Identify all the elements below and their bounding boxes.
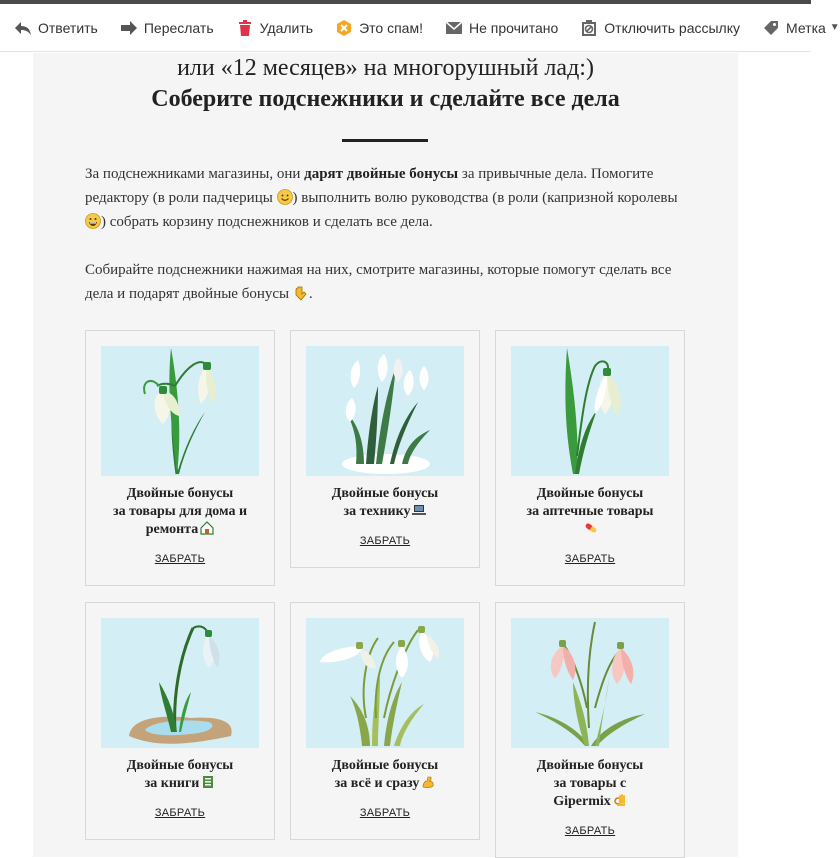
bonus-card-everything[interactable]	[290, 602, 480, 840]
spam-button[interactable]	[335, 19, 423, 37]
card-title	[502, 757, 678, 811]
delete-button[interactable]	[236, 19, 313, 37]
card-title-line1: Двойные бонусы	[331, 758, 439, 773]
pill-icon	[584, 521, 598, 535]
unsubscribe-icon	[580, 19, 598, 37]
card-title-line1: Двойные бонусы	[536, 758, 644, 773]
card-title	[92, 757, 268, 793]
card-title-line1: Двойные бонусы	[331, 486, 439, 501]
intro-text-b: за привычные дела. Помогите редактору (в роли падчерицы	[85, 166, 654, 206]
card-title-line2: за товары с	[553, 776, 627, 791]
reply-button[interactable]	[14, 19, 98, 37]
spam-label: Это спам!	[359, 19, 423, 36]
point-down-emoji-icon	[293, 285, 309, 301]
card-title	[502, 485, 678, 539]
claim-link[interactable]: ЗАБРАТЬ	[154, 807, 206, 819]
card-title	[92, 485, 268, 539]
intro-text-a: За подснежниками магазины, они	[85, 166, 305, 182]
claim-link[interactable]: ЗАБРАТЬ	[564, 825, 616, 837]
claim-link[interactable]: ЗАБРАТЬ	[154, 553, 206, 565]
card-title-line2: за аптечные товары	[526, 504, 654, 519]
intro-paragraph	[85, 162, 685, 234]
card-title-line2: за всё и сразу	[334, 776, 420, 791]
envelope-icon	[445, 19, 463, 37]
label-label: Метка	[786, 19, 826, 36]
card-title-line1: Двойные бонусы	[126, 758, 234, 773]
card-title	[297, 757, 473, 793]
unsubscribe-label: Отключить рассылку	[604, 19, 741, 36]
mail-toolbar	[0, 4, 840, 52]
snowdrop-image[interactable]	[101, 618, 259, 748]
bonus-card-gipermix[interactable]	[495, 602, 685, 858]
bonus-card-home[interactable]	[85, 330, 275, 586]
intro-text-c: ) выполнить волю руководства (в роли (капризной королевы	[292, 190, 678, 206]
card-title-line2: за товары для дома и	[112, 504, 248, 519]
card-title-line3: ремонта	[145, 522, 199, 537]
house-icon	[200, 521, 214, 535]
reply-label: Ответить	[38, 19, 98, 36]
email-heading-line2: Соберите подснежники и сделайте все дела	[151, 86, 620, 112]
bonus-card-pharmacy[interactable]	[495, 330, 685, 586]
snowdrop-image[interactable]	[101, 346, 259, 476]
email-heading-line1: или «12 месяцев» на многорушный лад:)	[177, 55, 594, 81]
claim-link[interactable]: ЗАБРАТЬ	[359, 807, 411, 819]
card-title-line1: Двойные бонусы	[536, 486, 644, 501]
forward-label: Переслать	[143, 19, 214, 36]
smile-emoji-icon	[277, 189, 293, 205]
email-body	[33, 53, 738, 857]
snowdrop-image[interactable]	[306, 346, 464, 476]
bonus-card-tech[interactable]	[290, 330, 480, 568]
card-title-line3: Gipermix	[553, 794, 611, 809]
snowdrop-image[interactable]	[306, 618, 464, 748]
grin-emoji-icon	[85, 213, 101, 229]
snowdrop-image[interactable]	[511, 618, 669, 748]
claim-link[interactable]: ЗАБРАТЬ	[564, 553, 616, 565]
unread-label: Не прочитано	[468, 19, 559, 36]
instruction-paragraph	[85, 258, 685, 306]
tag-icon	[762, 19, 780, 37]
reply-icon	[14, 19, 32, 37]
forward-button[interactable]	[120, 19, 214, 37]
chevron-down-icon: ▼	[829, 22, 840, 33]
card-title-line2: за книги	[144, 776, 200, 791]
spam-icon	[335, 19, 353, 37]
trash-icon	[236, 19, 254, 37]
claim-link[interactable]: ЗАБРАТЬ	[359, 535, 411, 547]
bonus-card-books[interactable]	[85, 602, 275, 840]
label-dropdown[interactable]	[762, 19, 840, 37]
book-icon	[201, 775, 215, 789]
card-title-line1: Двойные бонусы	[126, 486, 234, 501]
delete-label: Удалить	[259, 19, 314, 36]
muscle-icon	[421, 775, 435, 789]
intro-text-bold: дарят двойные бонусы	[304, 166, 459, 182]
forward-arrow-icon	[120, 19, 138, 37]
intro-text-d: ) собрать корзину подснежников и сделать все дела.	[101, 214, 433, 230]
instruction-text: Собирайте подснежники нажимая на них, смотрите магазины, которые помогут сделать все дела и подарят двойные бонусы	[85, 262, 672, 302]
heading-divider	[342, 139, 428, 142]
card-title	[297, 485, 473, 521]
ok-hand-icon	[613, 793, 627, 807]
laptop-icon	[412, 503, 426, 517]
unsubscribe-button[interactable]	[580, 19, 740, 37]
instruction-end: .	[308, 286, 313, 302]
card-title-line2: за технику	[343, 504, 411, 519]
snowdrop-image[interactable]	[511, 346, 669, 476]
mark-unread-button[interactable]	[445, 19, 558, 37]
